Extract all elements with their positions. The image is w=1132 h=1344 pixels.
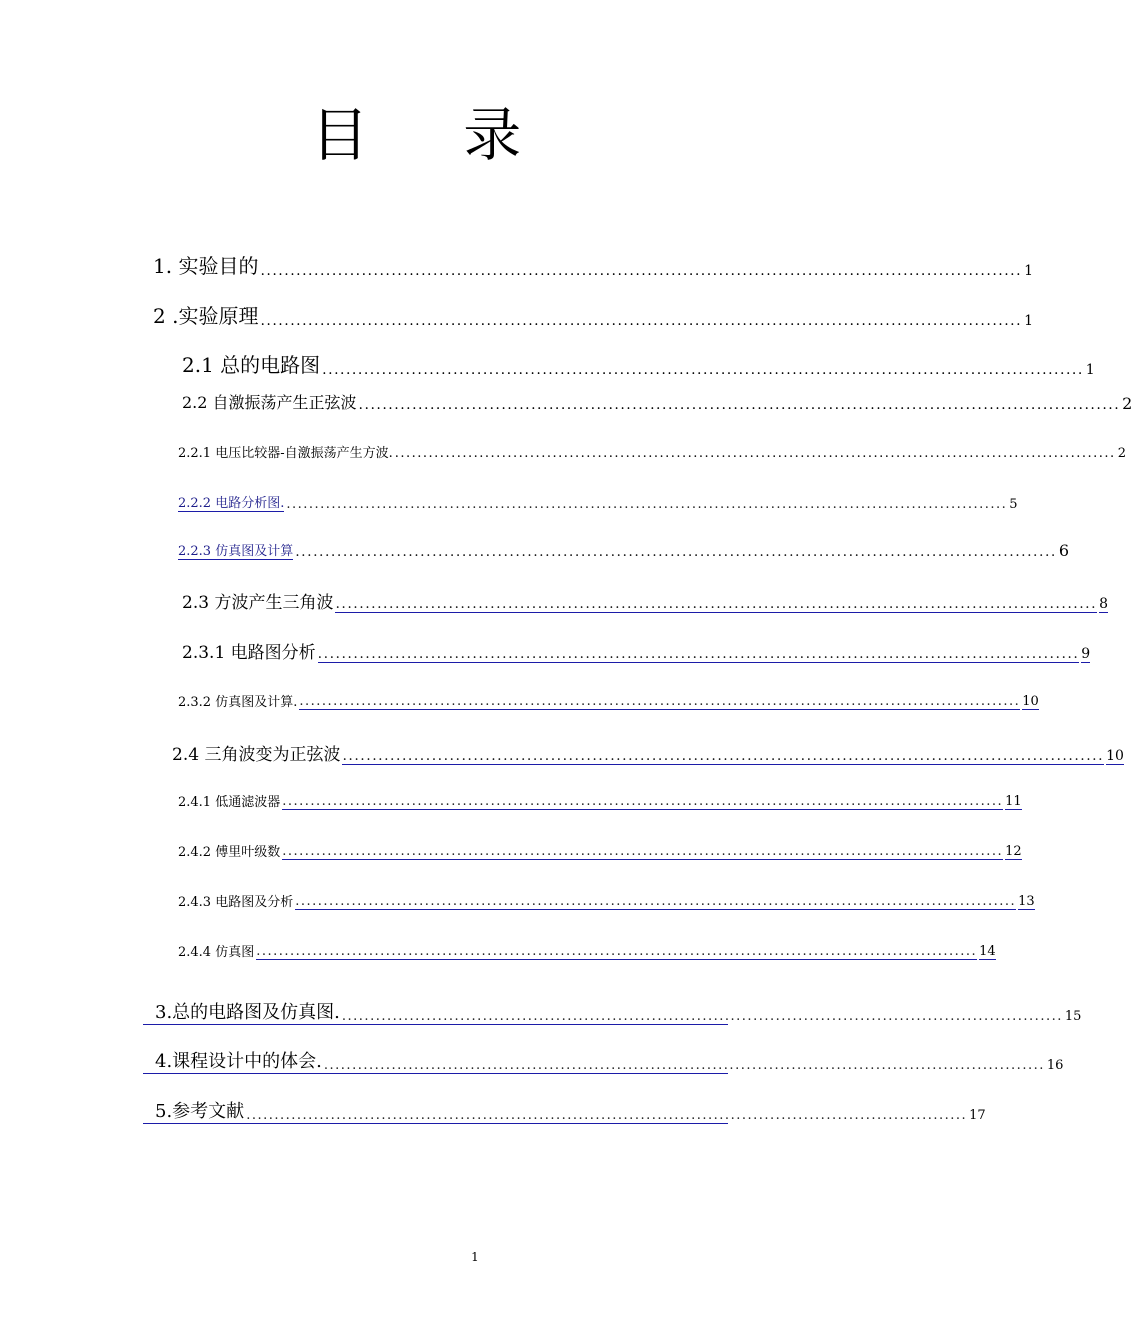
toc-leader-dots: ................................................................................................................................ [295, 894, 1017, 909]
toc-entry-2-2-3[interactable] [178, 540, 1070, 560]
toc-entry-2-4-1[interactable] [178, 791, 1022, 810]
toc-entry-label: 2.3.2 仿真图及计算. [178, 695, 298, 710]
toc-entry-3[interactable] [143, 998, 1082, 1025]
toc-entry-1[interactable] [153, 250, 1033, 279]
toc-entry-2-2[interactable] [182, 390, 1132, 413]
toc-leader-dots: ................................................................................................................................ [358, 397, 1121, 413]
toc-page-number: 9 [1081, 646, 1091, 662]
toc-page-number: 11 [1005, 794, 1022, 809]
toc-entry-label: 2.4.4 仿真图 [178, 945, 255, 960]
toc-leader-dots: ................................................................................................................................ [299, 694, 1021, 709]
toc-entry-label: 2 .实验原理 [153, 304, 259, 328]
toc-leader-dots: ................................................................................................................................ [342, 748, 1105, 764]
toc-leader-dots: ................................................................................................................................ [260, 263, 1023, 279]
toc-entry-label: 2.2 自激振荡产生正弦波 [182, 393, 357, 412]
toc-entry-2-4-3[interactable] [178, 891, 1035, 910]
toc-entry-2-3-2[interactable] [178, 691, 1039, 710]
toc-page-number: 5 [1009, 497, 1018, 512]
toc-page-number: 8 [1099, 596, 1108, 612]
toc-entry-label: 2.1 总的电路图 [182, 353, 321, 377]
toc-leader-dots: ................................................................................................................................ [282, 794, 1004, 809]
toc-entry-label: 2.4.3 电路图及分析 [178, 895, 294, 910]
toc-entry-label: 3.总的电路图及仿真图. [155, 1002, 340, 1023]
toc-entry-2-4-2[interactable] [178, 841, 1022, 860]
toc-entry-2-2-2[interactable] [178, 492, 1018, 512]
toc-leader-dots: ................................................................................................................................ [341, 1009, 1063, 1024]
toc-entry-label: 2.4 三角波变为正弦波 [172, 745, 341, 765]
toc-page-number: 10 [1022, 694, 1039, 709]
toc-entry-label: 2.2.2 电路分析图. [178, 492, 284, 512]
toc-page-number: 1 [1024, 263, 1033, 279]
toc-page-number: 1 [1024, 313, 1033, 329]
toc-leader-dots: ................................................................................................................................ [394, 446, 1116, 461]
toc-entry-label: 2.4.2 傅里叶级数 [178, 845, 281, 860]
toc-leader-dots: ................................................................................................................................ [295, 544, 1057, 560]
toc-entry-2-4[interactable] [172, 740, 1124, 765]
toc-page-number: 15 [1064, 1009, 1082, 1024]
toc-page-number: 12 [1005, 844, 1022, 859]
toc-entry-2-1[interactable] [182, 349, 1095, 378]
toc-leader-dots: ................................................................................................................................ [246, 1108, 968, 1123]
toc-entry-label: 5.参考文献 [155, 1101, 245, 1122]
toc-entry-2-3[interactable] [182, 588, 1108, 613]
toc-title: 目 录 [310, 101, 560, 169]
toc-entry-4[interactable] [143, 1047, 1064, 1074]
footer-page-number: 1 [471, 1250, 479, 1264]
toc-entry-label: 4.课程设计中的体会. [155, 1051, 322, 1072]
toc-entry-label: 2.2.3 仿真图及计算 [178, 540, 293, 560]
toc-page-number: 2 [1122, 394, 1132, 413]
toc-entry-2-4-4[interactable] [178, 941, 996, 960]
toc-entry-2-2-1[interactable] [178, 442, 1126, 461]
toc-page-number: 10 [1106, 748, 1124, 764]
toc-page-number: 1 [1085, 362, 1095, 378]
toc-leader-dots: ................................................................................................................................ [282, 844, 1004, 859]
toc-page-number: 17 [969, 1108, 986, 1123]
toc-page-number: 13 [1018, 894, 1035, 909]
toc-leader-dots: ................................................................................................................................ [256, 944, 978, 959]
toc-entry-label: 2.3.1 电路图分析 [182, 643, 316, 663]
toc-entry-2-3-1[interactable] [182, 638, 1091, 663]
toc-entry-2[interactable] [153, 300, 1033, 329]
toc-entry-label: 2.3 方波产生三角波 [182, 593, 334, 613]
toc-page-number: 16 [1046, 1058, 1064, 1073]
toc-page-number: 14 [979, 944, 996, 959]
toc-page-number: 2 [1117, 446, 1126, 461]
toc-page-number: 6 [1058, 541, 1070, 560]
toc-leader-dots: ................................................................................................................................ [335, 596, 1098, 612]
toc-leader-dots: ................................................................................................................................ [286, 497, 1008, 512]
toc-leader-dots: ................................................................................................................................ [322, 362, 1084, 378]
toc-leader-dots: ................................................................................................................................ [317, 646, 1080, 662]
toc-entry-label: 1. 实验目的 [153, 254, 259, 278]
toc-leader-dots: ................................................................................................................................ [260, 313, 1023, 329]
toc-entry-label: 2.2.1 电压比较器-自激振荡产生方波. [178, 446, 393, 461]
toc-leader-dots: ................................................................................................................................ [323, 1058, 1045, 1073]
toc-entry-5[interactable] [143, 1097, 986, 1124]
toc-entry-label: 2.4.1 低通滤波器 [178, 795, 281, 810]
